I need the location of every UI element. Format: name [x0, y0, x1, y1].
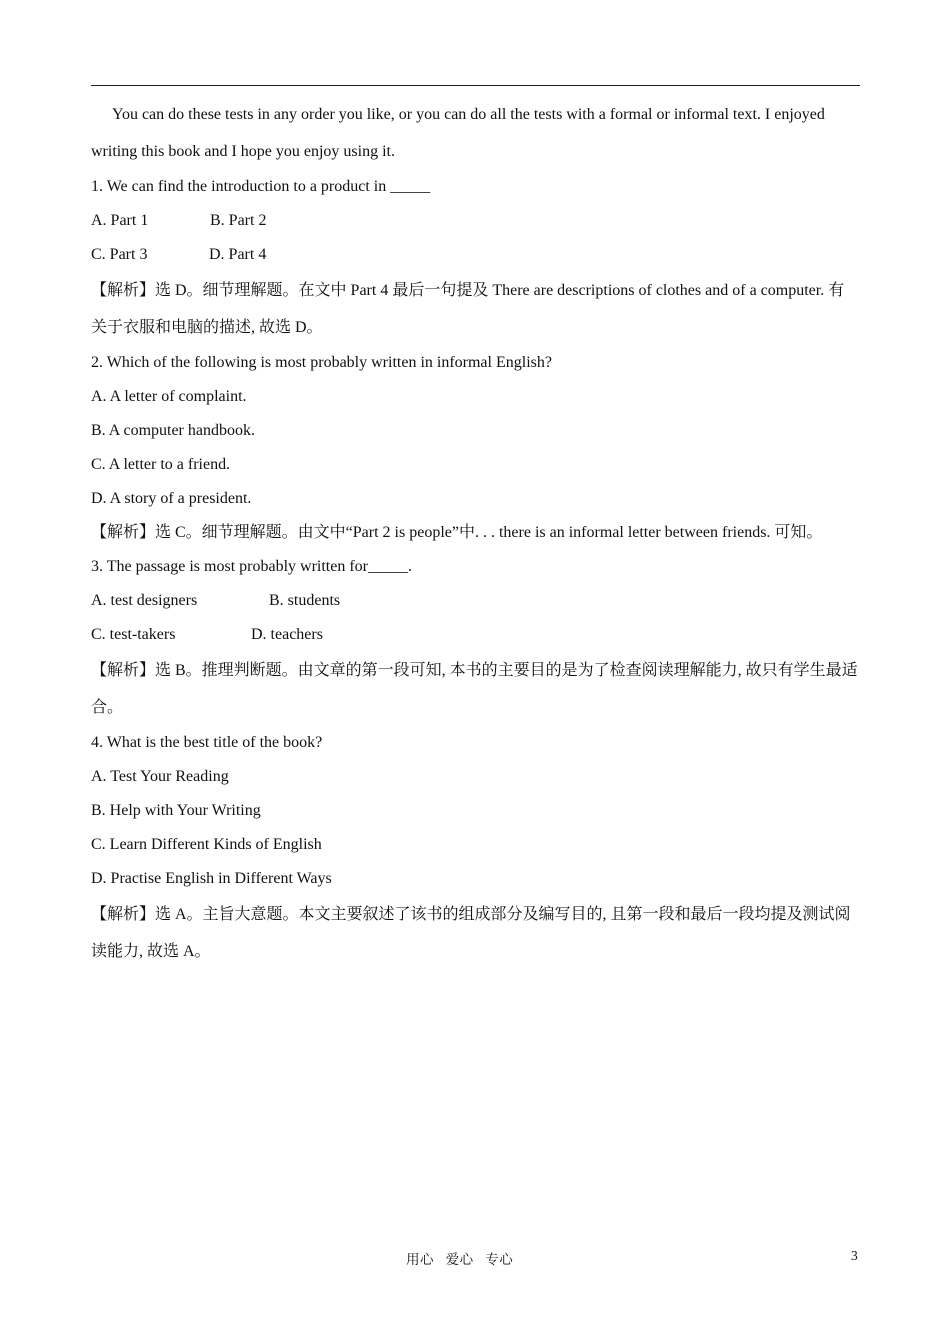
option-c: C. A letter to a friend.: [91, 456, 231, 473]
intro-paragraph: You can do these tests in any order you like, or you can do all the tests with a formal or informal text. I enjoyed writing this book and I hope you enjoy using it.: [91, 106, 825, 160]
option-c: C. test-takers: [91, 626, 176, 643]
option-a: A. A letter of complaint.: [91, 388, 247, 405]
footer-slogan: 用心 爱心 专心: [406, 1252, 514, 1267]
option-d: D. A story of a president.: [91, 490, 252, 507]
option-c: C. Learn Different Kinds of English: [91, 836, 322, 853]
question-2: [91, 346, 860, 550]
analysis-paragraph: 【解析】选 D。细节理解题。在文中 Part 4 最后一句提及 There are descriptions of clothes and of a computer. 有关于衣服和电脑的描述, 故选 D。: [91, 282, 845, 336]
question-stem: 4. What is the best title of the book?: [91, 734, 323, 751]
option-row: [91, 204, 860, 238]
option-row: [91, 584, 860, 618]
question-stem: 2. Which of the following is most probably written in informal English?: [91, 354, 552, 371]
question-4: [91, 726, 860, 970]
page-number: 3: [851, 1248, 858, 1263]
option-a: A. Part 1: [91, 212, 149, 229]
option-d: D. Practise English in Different Ways: [91, 870, 332, 887]
analysis-paragraph: 【解析】选 C。细节理解题。由文中“Part 2 is people”中. . . there is an informal letter between friends. 可知。: [91, 524, 823, 541]
document-body: [91, 96, 860, 970]
question-stem: 1. We can find the introduction to a product in _____: [91, 178, 431, 195]
option-b: B. Part 2: [210, 212, 267, 229]
analysis-paragraph: 【解析】选 A。主旨大意题。本文主要叙述了该书的组成部分及编写目的, 且第一段和最后一段均提及测试阅读能力, 故选 A。: [91, 906, 851, 960]
option-b: B. students: [269, 592, 341, 609]
header-rule: [91, 85, 860, 86]
option-d: D. teachers: [251, 626, 323, 643]
option-a: A. test designers: [91, 592, 198, 609]
option-row: [91, 238, 860, 272]
option-row: [91, 618, 860, 652]
question-1: [91, 170, 860, 346]
question-3: [91, 550, 860, 726]
question-stem: 3. The passage is most probably written for_____.: [91, 558, 412, 575]
option-b: B. A computer handbook.: [91, 422, 255, 439]
analysis-paragraph: 【解析】选 B。推理判断题。由文章的第一段可知, 本书的主要目的是为了检查阅读理解能力, 故只有学生最适合。: [91, 662, 858, 716]
option-a: A. Test Your Reading: [91, 768, 229, 785]
option-c: C. Part 3: [91, 246, 148, 263]
option-b: B. Help with Your Writing: [91, 802, 261, 819]
option-d: D. Part 4: [209, 246, 267, 263]
